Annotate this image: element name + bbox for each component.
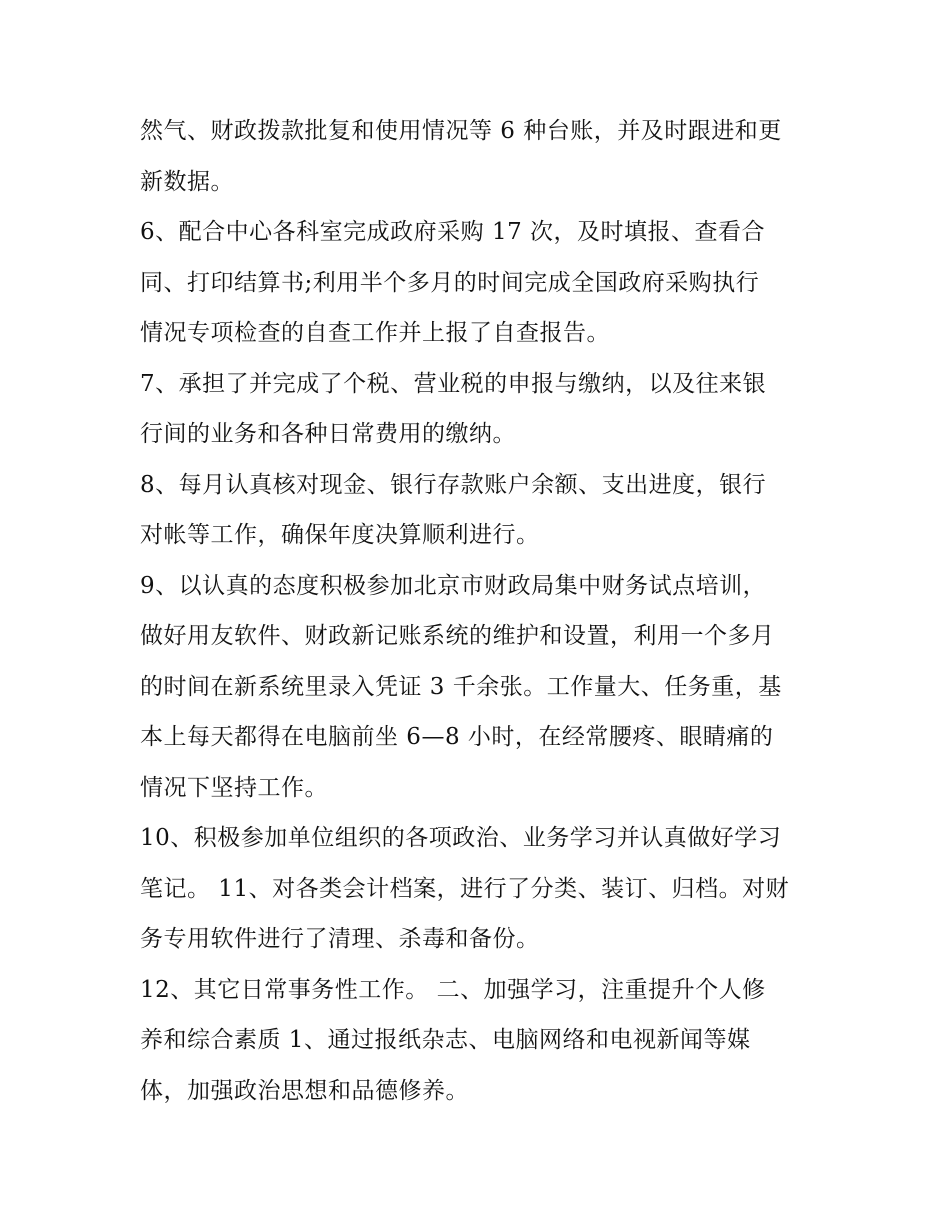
text-line: 7、承担了并完成了个税、营业税的申报与缴纳，以及往来银 bbox=[140, 370, 767, 397]
document-body bbox=[140, 106, 820, 1116]
text-line: 对帐等工作，确保年度决算顺利进行。 bbox=[140, 522, 540, 548]
paragraph-item-7 bbox=[140, 359, 820, 460]
text-line: 9、以认真的态度积极参加北京市财政局集中财务试点培训， bbox=[140, 572, 767, 599]
paragraph-item-9 bbox=[140, 561, 820, 814]
text-line: 6、配合中心各科室完成政府采购 17 次，及时填报、查看合 bbox=[140, 219, 766, 245]
text-line: 本上每天都得在电脑前坐 6—8 小时，在经常腰疼、眼睛痛的 bbox=[140, 724, 774, 750]
text-line: 情况专项检查的自查工作并上报了自查报告。 bbox=[140, 320, 610, 346]
paragraph-item-8 bbox=[140, 460, 820, 561]
paragraph-item-12 bbox=[140, 965, 820, 1117]
text-line: 笔记。 11、对各类会计档案，进行了分类、装订、归档。对财 bbox=[140, 875, 790, 902]
paragraph-ledgers bbox=[140, 106, 820, 207]
text-line: 养和综合素质 1、通过报纸杂志、电脑网络和电视新闻等媒 bbox=[140, 1027, 751, 1053]
text-line: 情况下坚持工作。 bbox=[140, 774, 328, 801]
text-line: 然气、财政拨款批复和使用情况等 6 种台账，并及时跟进和更 bbox=[140, 118, 782, 144]
paragraph-item-10-11 bbox=[140, 813, 820, 965]
paragraph-item-6 bbox=[140, 207, 820, 359]
text-line: 的时间在新系统里录入凭证 3 千余张。工作量大、任务重，基 bbox=[140, 673, 782, 700]
text-line: 同、打印结算书;利用半个多月的时间完成全国政府采购执行 bbox=[140, 269, 760, 296]
text-line: 务专用软件进行了清理、杀毒和备份。 bbox=[140, 926, 540, 952]
text-line: 行间的业务和各种日常费用的缴纳。 bbox=[140, 421, 516, 447]
text-line: 体，加强政治思想和品德修养。 bbox=[140, 1077, 469, 1104]
text-line: 12、其它日常事务性工作。 二、加强学习，注重提升个人修 bbox=[140, 976, 766, 1003]
text-line: 做好用友软件、财政新记账系统的维护和设置，利用一个多月 bbox=[140, 623, 775, 649]
text-line: 10、积极参加单位组织的各项政治、业务学习并认真做好学习 bbox=[140, 825, 782, 851]
text-line: 新数据。 bbox=[140, 168, 234, 195]
text-line: 8、每月认真核对现金、银行存款账户余额、支出进度，银行 bbox=[140, 471, 767, 498]
